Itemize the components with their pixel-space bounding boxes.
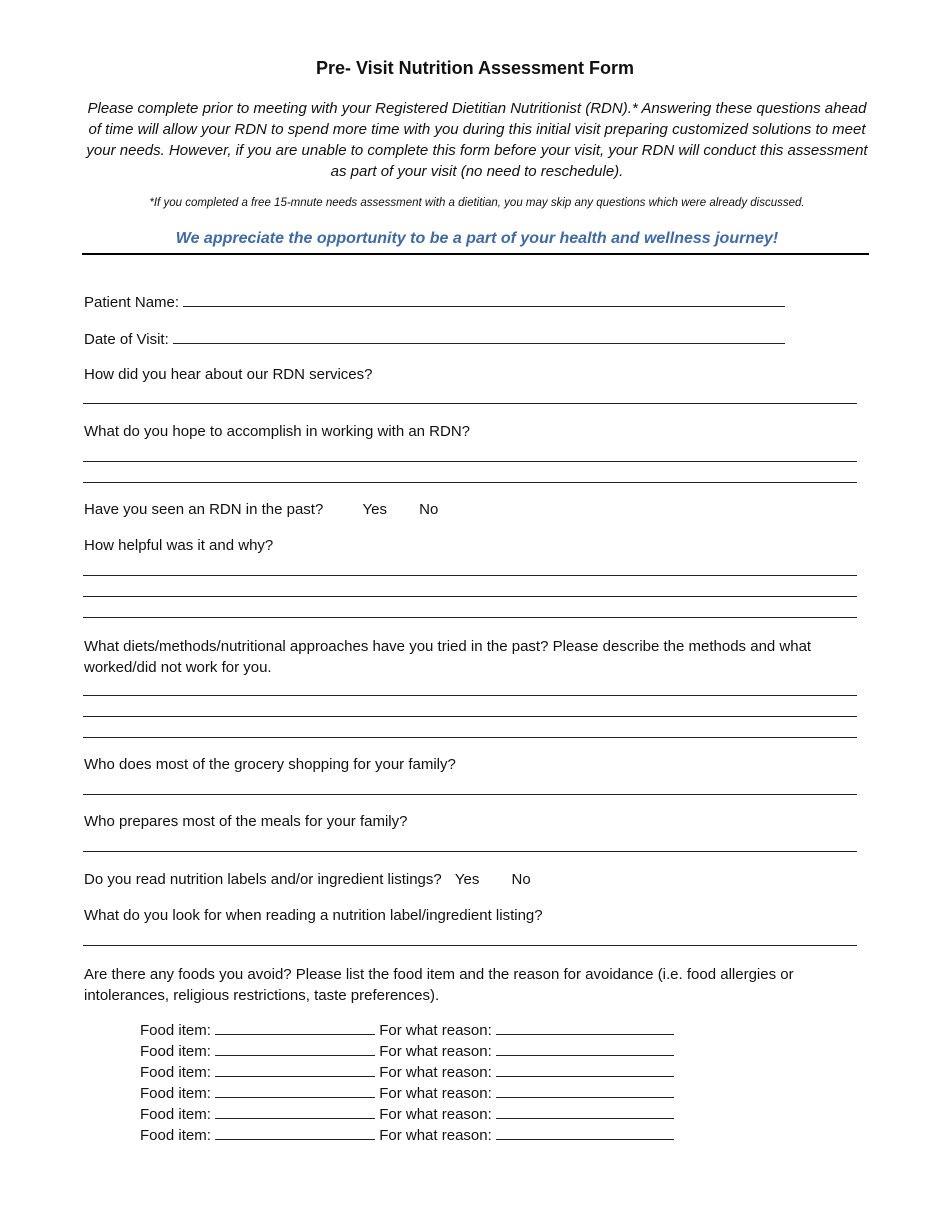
reason-label: For what reason:	[379, 1127, 492, 1144]
food-row	[140, 1126, 674, 1144]
food-row	[140, 1021, 674, 1039]
no-option[interactable]: No	[419, 501, 439, 518]
answer-line[interactable]	[83, 794, 857, 795]
food-item-label: Food item:	[140, 1022, 211, 1039]
question-read-labels-text: Do you read nutrition labels and/or ingredient listings?	[84, 871, 442, 888]
yes-option[interactable]: Yes	[362, 501, 387, 518]
food-row	[140, 1063, 674, 1081]
answer-line[interactable]	[83, 695, 857, 696]
patient-name-label: Patient Name:	[84, 294, 180, 311]
answer-line[interactable]	[83, 945, 857, 946]
no-option[interactable]: No	[511, 871, 531, 888]
answer-line[interactable]	[83, 482, 857, 483]
question-seen-rdn	[84, 501, 438, 518]
answer-line[interactable]	[83, 596, 857, 597]
reason-label: For what reason:	[379, 1022, 492, 1039]
food-item-label: Food item:	[140, 1106, 211, 1123]
reason-field[interactable]	[496, 1042, 674, 1056]
reason-field[interactable]	[496, 1084, 674, 1098]
answer-line[interactable]	[83, 575, 857, 576]
answer-line[interactable]	[83, 617, 857, 618]
question-grocery-shopping: Who does most of the grocery shopping for your family?	[84, 756, 456, 773]
question-meal-prep: Who prepares most of the meals for your family?	[84, 813, 408, 830]
header-divider	[82, 253, 869, 255]
food-item-field[interactable]	[215, 1021, 375, 1035]
patient-name-row	[84, 293, 785, 311]
question-how-helpful: How helpful was it and why?	[84, 537, 274, 554]
food-row	[140, 1105, 674, 1123]
food-row	[140, 1042, 674, 1060]
food-item-field[interactable]	[215, 1042, 375, 1056]
question-seen-rdn-text: Have you seen an RDN in the past?	[84, 501, 324, 518]
answer-line[interactable]	[83, 851, 857, 852]
question-foods-avoid: Are there any foods you avoid? Please list the food item and the reason for avoidance (i.e. food allergies or intolerances, religious restrictions, taste preferences).	[84, 966, 794, 1004]
reason-field[interactable]	[496, 1021, 674, 1035]
date-of-visit-row	[84, 330, 785, 348]
food-item-label: Food item:	[140, 1085, 211, 1102]
food-item-label: Food item:	[140, 1043, 211, 1060]
food-item-field[interactable]	[215, 1126, 375, 1140]
patient-name-field[interactable]	[183, 293, 785, 307]
answer-line[interactable]	[83, 461, 857, 462]
question-read-labels	[84, 871, 531, 888]
answer-line[interactable]	[83, 403, 857, 404]
reason-label: For what reason:	[379, 1043, 492, 1060]
yes-option[interactable]: Yes	[454, 871, 480, 888]
food-item-field[interactable]	[215, 1105, 375, 1119]
food-item-label: Food item:	[140, 1064, 211, 1081]
reason-field[interactable]	[496, 1126, 674, 1140]
reason-field[interactable]	[496, 1105, 674, 1119]
reason-field[interactable]	[496, 1063, 674, 1077]
question-accomplish: What do you hope to accomplish in working with an RDN?	[84, 423, 471, 440]
food-item-field[interactable]	[215, 1063, 375, 1077]
reason-label: For what reason:	[379, 1085, 492, 1102]
form-title: Pre- Visit Nutrition Assessment Form	[315, 58, 635, 78]
question-label-lookfor: What do you look for when reading a nutrition label/ingredient listing?	[84, 907, 543, 924]
question-hear-about: How did you hear about our RDN services?	[84, 366, 373, 383]
question-diets-tried: What diets/methods/nutritional approaches have you tried in the past? Please describe the methods and what worked/did not work for you.	[84, 638, 812, 676]
answer-line[interactable]	[83, 737, 857, 738]
intro-text: Please complete prior to meeting with your Registered Dietitian Nutritionist (RDN).* Answering these questions ahead of time will allow your RDN to spend more time with you during this initial visit preparing customized solutions to meet your needs. However, if you are unable to complete this form before your visit, your RDN will conduct this assessment as part of your visit (no need to reschedule).	[86, 100, 868, 180]
reason-label: For what reason:	[379, 1106, 492, 1123]
date-of-visit-label: Date of Visit:	[84, 331, 169, 348]
answer-line[interactable]	[83, 716, 857, 717]
food-item-label: Food item:	[140, 1127, 211, 1144]
food-item-field[interactable]	[215, 1084, 375, 1098]
footnote: *If you completed a free 15-mnute needs assessment with a dietitian, you may skip any questions which were already discussed.	[149, 197, 805, 209]
appreciation-line: We appreciate the opportunity to be a part of your health and wellness journey!	[175, 230, 779, 247]
reason-label: For what reason:	[379, 1064, 492, 1081]
date-of-visit-field[interactable]	[173, 330, 785, 344]
food-row	[140, 1084, 674, 1102]
